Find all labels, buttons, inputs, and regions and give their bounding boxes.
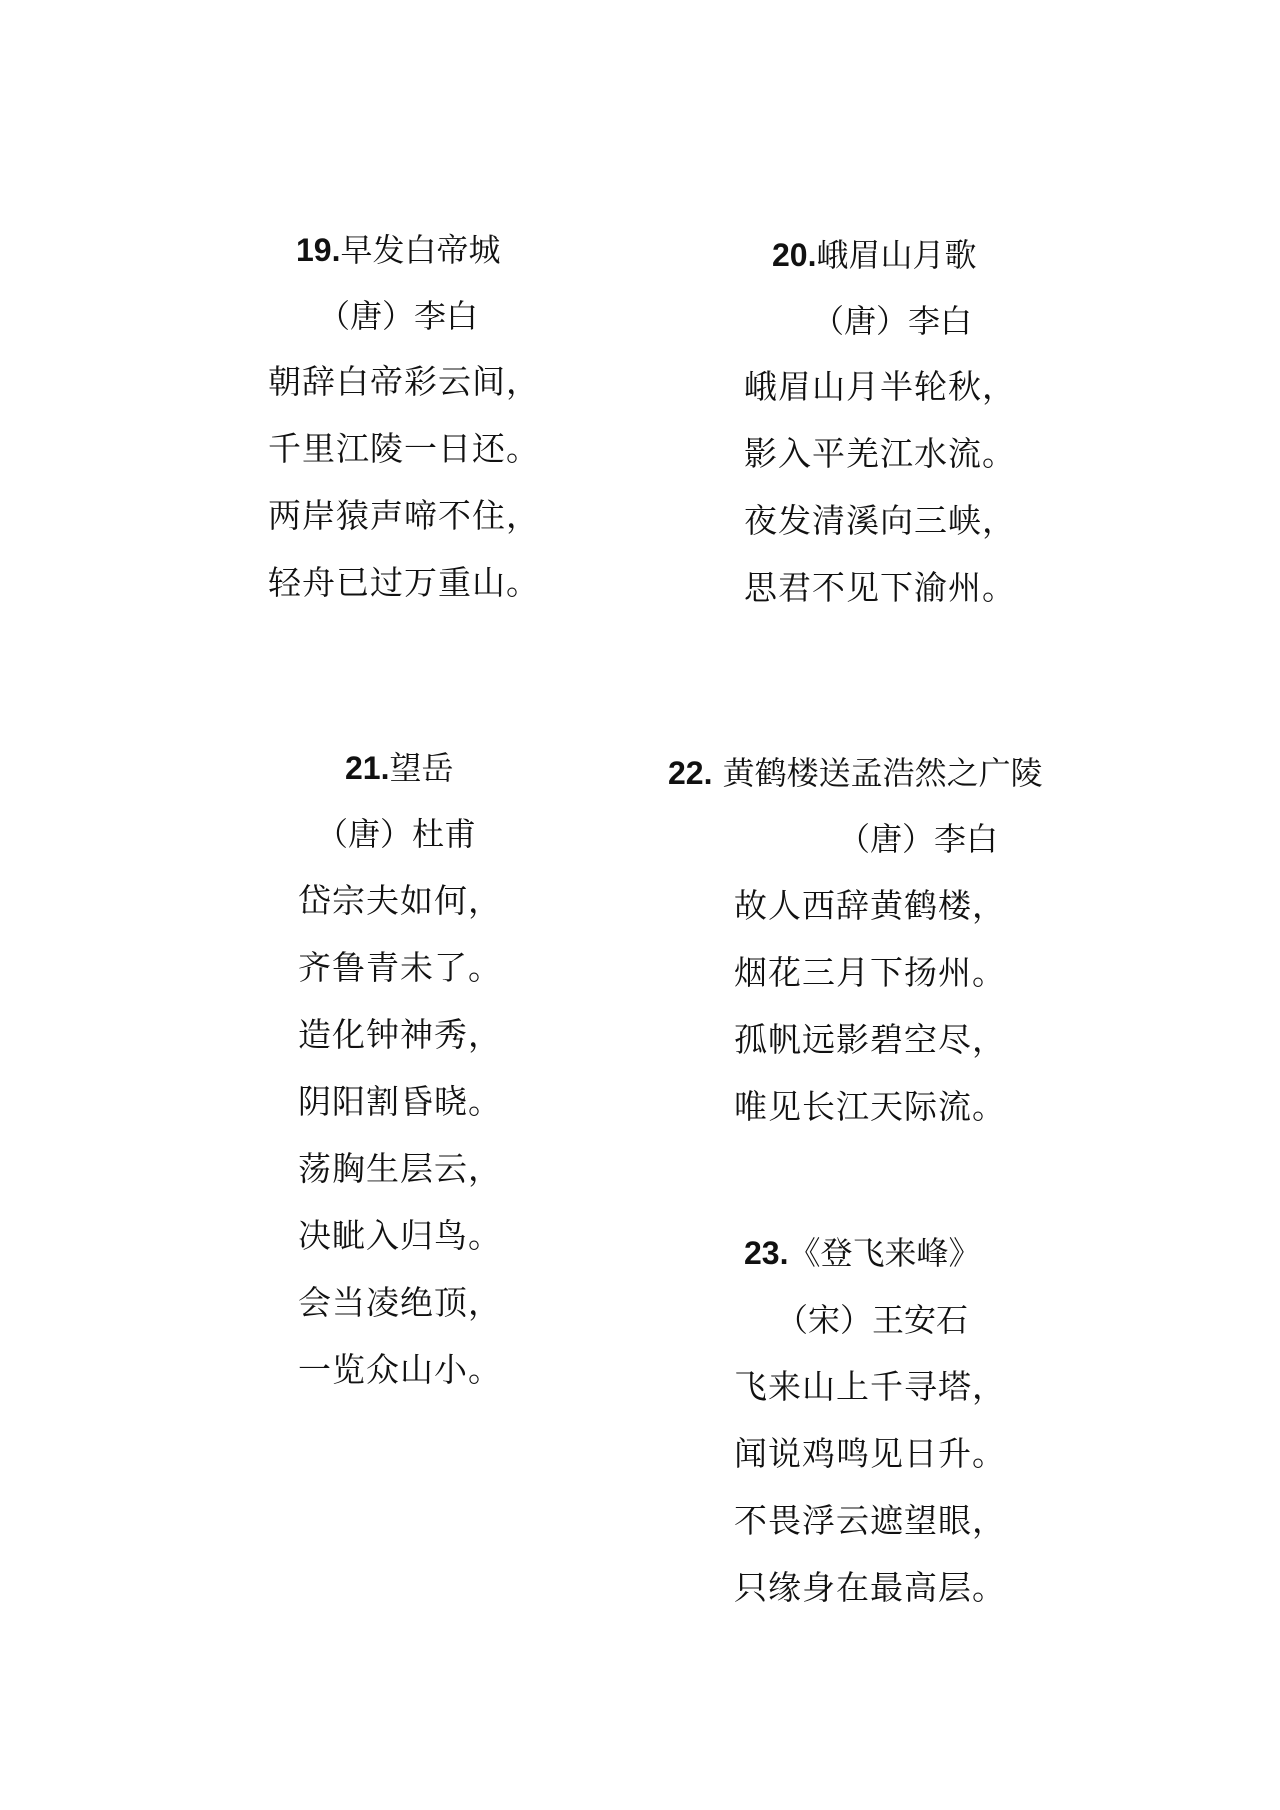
- poem-line: 阴阳割昏晓。: [298, 1082, 502, 1121]
- poem-line: 荡胸生层云，: [298, 1149, 502, 1188]
- poem-author: （唐）李白: [318, 297, 479, 335]
- poem-line: 轻舟已过万重山。: [268, 563, 540, 602]
- poem-line: 会当凌绝顶，: [298, 1283, 502, 1322]
- poem-line: 只缘身在最高层。: [734, 1568, 1006, 1607]
- poem-author: （唐）李白: [812, 302, 973, 340]
- poem-line: 峨眉山月半轮秋，: [744, 367, 1016, 406]
- poem-line: 烟花三月下扬州。: [734, 953, 1006, 992]
- poem-title: [772, 235, 977, 275]
- poem-line: 一览众山小。: [298, 1350, 502, 1389]
- poem-line: 夜发清溪向三峡，: [744, 501, 1016, 540]
- poem-line: 影入平羌江水流。: [744, 434, 1016, 473]
- poem-line: 朝辞白帝彩云间，: [268, 362, 540, 401]
- poem-line: 唯见长江天际流。: [734, 1087, 1006, 1126]
- poem-title-text: 《登飞来峰》: [788, 1234, 981, 1272]
- poem-author: （唐）李白: [838, 820, 999, 858]
- poem-line: 不畏浮云遮望眼，: [734, 1501, 1006, 1540]
- poem-line: 两岸猿声啼不住，: [268, 496, 540, 535]
- poem-title: [668, 753, 1043, 793]
- poem-line: 千里江陵一日还。: [268, 429, 540, 468]
- poem-title-text: 望岳: [389, 749, 454, 787]
- poem-line: 岱宗夫如何，: [298, 881, 502, 920]
- poem-number: 19.: [296, 232, 341, 268]
- poem-line: 飞来山上千寻塔，: [734, 1367, 1006, 1406]
- poem-title: [744, 1233, 981, 1273]
- poem-author: （唐）杜甫: [316, 815, 477, 853]
- poem-number: 22.: [668, 755, 713, 791]
- poem-title-text: 早发白帝城: [340, 231, 501, 269]
- poem-line: 故人西辞黄鹤楼，: [734, 886, 1006, 925]
- poem-number: 20.: [772, 237, 817, 273]
- poem-number: 21.: [345, 750, 390, 786]
- poem-author: （宋）王安石: [776, 1301, 969, 1339]
- poem-title: [345, 748, 454, 788]
- poem-title-text: 峨眉山月歌: [816, 236, 977, 274]
- poem-line: 齐鲁青未了。: [298, 948, 502, 987]
- poem-title-text: 黄鹤楼送孟浩然之广陵: [712, 754, 1043, 792]
- poem-line: 闻说鸡鸣见日升。: [734, 1434, 1006, 1473]
- poem-line: 思君不见下渝州。: [744, 568, 1016, 607]
- poem-line: 造化钟神秀，: [298, 1015, 502, 1054]
- poem-number: 23.: [744, 1235, 789, 1271]
- poem-line: 决眦入归鸟。: [298, 1216, 502, 1255]
- poem-title: [296, 230, 501, 270]
- poem-line: 孤帆远影碧空尽，: [734, 1020, 1006, 1059]
